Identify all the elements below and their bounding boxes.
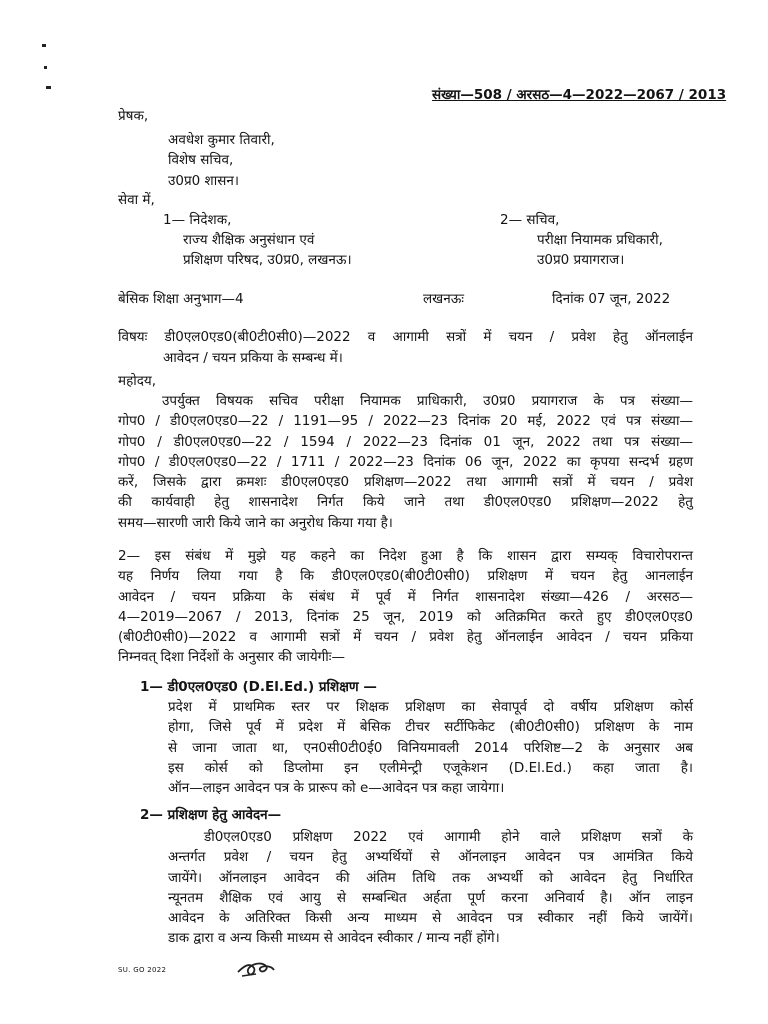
service-label: सेवा में, xyxy=(118,192,155,208)
salutation: महोदय, xyxy=(118,373,157,389)
paragraph-line: जायेंगे। ऑनलाइन आवेदन की अंतिम तिथि तक अभ्यर्थी को आवेदन हेतु निर्धारित xyxy=(168,869,693,886)
recipient-1-line-2: राज्य शैक्षिक अनुसंधान एवं xyxy=(183,232,315,248)
paragraph-line: समय—सारणी जारी किये जाने का अनुरोध किया गया है। xyxy=(118,514,393,531)
letter-date: दिनांक 07 जून, 2022 xyxy=(552,291,671,307)
section-name: बेसिक शिक्षा अनुभाग—4 xyxy=(118,291,244,307)
paragraph-line: आवेदन के अतिरिक्त किसी अन्य माध्यम से आवेदन पत्र स्वीकार नहीं किये जायेंगें। xyxy=(168,910,693,927)
paragraph-line: उपर्युक्त विषयक सचिव परीक्षा नियामक प्राधिकारी, उ0प्र0 प्रयागराज के पत्र संख्या— xyxy=(162,393,693,409)
paragraph-line: अन्तर्गत प्रवेश / चयन हेतु अभ्यर्थियों से ऑनलाइन आवेदन पत्र आमंत्रित किये xyxy=(168,849,693,866)
scan-mark xyxy=(46,86,51,89)
paragraph-line: डी0एल0एड0 प्रशिक्षण 2022 एवं आगामी होने वाले प्रशिक्षण सत्रों के xyxy=(204,829,693,845)
paragraph-line: की कार्यवाही हेतु शासनादेश निर्गत किये जाने तथा डी0एल0एड0 प्रशिक्षण—2022 हेतु xyxy=(118,494,693,511)
paragraph-line: डाक द्वारा व अन्य किसी माध्यम से आवेदन स्वीकार / मान्य नहीं होंगे। xyxy=(168,930,500,947)
scan-mark xyxy=(42,44,46,47)
paragraph-line: यह निर्णय लिया गया है कि डी0एल0एड0(बी0टी0सी0) प्रशिक्षण में चयन हेतु आनलाईन xyxy=(118,568,693,585)
point-2-body xyxy=(168,827,693,949)
paragraph-line: ऑन—लाइन आवेदन पत्र के प्रारूप को e—आवेदन पत्र कहा जायेगा। xyxy=(168,780,505,797)
paragraph-1 xyxy=(118,391,693,533)
recipient-1-line-3: प्रशिक्षण परिषद, उ0प्र0, लखनऊ। xyxy=(183,252,352,268)
paragraph-line: निम्नवत् दिशा निर्देशों के अनुसार की जायेगीः— xyxy=(118,649,346,666)
subject-line-1: विषयः डी0एल0एड0(बी0टी0सी0)—2022 व आगामी सत्रों में चयन / प्रवेश हेतु ऑनलाईन xyxy=(118,329,693,345)
place: लखनऊः xyxy=(423,291,465,307)
recipient-2-line-2: परीक्षा नियामक प्रधिकारी, xyxy=(537,232,663,248)
sender-name: अवधेश कुमार तिवारी, xyxy=(168,132,275,148)
paragraph-2 xyxy=(118,546,693,668)
paragraph-line: गोप0 / डी0एल0एड0—22 / 1594 / 2022—23 दिनांक 01 जून, 2022 तथा पत्र संख्या— xyxy=(118,433,693,450)
paragraph-line: आवेदन / चयन प्रक्रिया के संबंध में पूर्व में निर्गत शासनादेश संख्या—426 / अरसठ— xyxy=(118,588,693,605)
paragraph-line: न्यूनतम शैक्षिक एवं आयु से सम्बन्धित अर्हता पूर्ण करना अनिवार्य है। ऑन लाइन xyxy=(168,889,693,906)
paragraph-line: प्रदेश में प्राथमिक स्तर पर शिक्षक प्रशिक्षण का सेवापूर्व दो वर्षीय प्रशिक्षण कोर्स xyxy=(168,699,693,715)
footer-code: SU. GO 2022 xyxy=(118,966,167,974)
point-1-body xyxy=(168,697,693,798)
paragraph-line: इस कोर्स को डिप्लोमा इन एलीमेन्ट्री एजूकेशन (D.El.Ed.) कहा जाता है। xyxy=(168,759,693,776)
point-2-heading: 2— प्रशिक्षण हेतु आवेदन— xyxy=(140,807,282,823)
scan-mark xyxy=(44,66,47,69)
sender-office: उ0प्र0 शासन। xyxy=(168,173,239,189)
subject-line-2: आवेदन / चयन प्रकिया के सम्बन्ध में। xyxy=(163,350,343,366)
paragraph-line: होगा, जिसे पूर्व में प्रदेश में बेसिक टीचर सर्टीफिकेट (बी0टी0सी0) प्रशिक्षण के नाम xyxy=(168,719,693,736)
reference-number: संख्या—508 / अरसठ—4—2022—2067 / 2013 xyxy=(432,87,727,103)
paragraph-line: 4—2019—2067 / 2013, दिनांक 25 जून, 2019 को अतिक्रमित करते हुए डी0एल0एड0 xyxy=(118,608,693,625)
paragraph-line: से जाना जाता था, एन0सी0टी0ई0 विनियमावली 2014 परिशिष्ट—2 के अनुसार अब xyxy=(168,739,693,756)
paragraph-line: (बी0टी0सी0)—2022 व आगामी सत्रों में चयन / प्रवेश हेतु ऑनलाईन आवेदन / चयन प्रकिया xyxy=(118,629,693,646)
signature-icon xyxy=(236,956,276,986)
paragraph-line: गोप0 / डी0एल0एड0—22 / 1711 / 2022—23 दिनांक 06 जून, 2022 का कृपया सन्दर्भ ग्रहण xyxy=(118,453,693,470)
recipient-2-line-3: उ0प्र0 प्रयागराज। xyxy=(537,252,625,268)
sender-label: प्रेषक, xyxy=(118,108,149,124)
recipient-1-title: 1— निदेशक, xyxy=(163,212,232,228)
recipient-2-title: 2— सचिव, xyxy=(500,212,560,228)
paragraph-line: 2— इस संबंध में मुझे यह कहने का निदेश हुआ है कि शासन द्वारा सम्यक् विचारोपरान्त xyxy=(118,548,693,564)
sender-designation: विशेष सचिव, xyxy=(168,152,234,168)
point-1-heading: 1— डी0एल0एड0 (D.El.Ed.) प्रशिक्षण — xyxy=(140,679,377,695)
paragraph-line: करें, जिसके द्वारा क्रमशः डी0एल0एड0 प्रशिक्षण—2022 तथा आगामी सत्रों में चयन / प्रवेश xyxy=(118,474,693,491)
paragraph-line: गोप0 / डी0एल0एड0—22 / 1191—95 / 2022—23 दिनांक 20 मई, 2022 एवं पत्र संख्या— xyxy=(118,413,693,430)
